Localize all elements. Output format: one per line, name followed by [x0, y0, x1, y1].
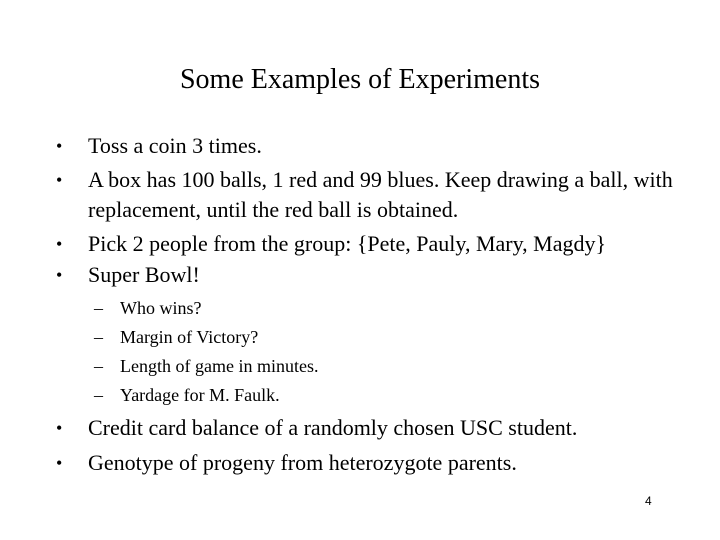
bullet-item — [56, 448, 676, 478]
sub-bullet-item — [94, 325, 258, 349]
bullet-marker: • — [56, 418, 63, 438]
sub-bullet-item — [94, 296, 201, 320]
sub-bullet-marker: – — [94, 327, 103, 347]
bullet-marker: • — [56, 453, 63, 473]
bullet-marker: • — [56, 136, 63, 156]
bullet-item — [56, 229, 676, 259]
sub-bullet-text: Yardage for M. Faulk. — [120, 385, 280, 405]
bullet-marker: • — [56, 265, 63, 285]
sub-bullet-text: Who wins? — [120, 298, 202, 318]
bullet-text: Genotype of progeny from heterozygote parents. — [88, 450, 517, 475]
sub-bullet-text: Margin of Victory? — [120, 327, 259, 347]
slide-title: Some Examples of Experiments — [179, 64, 541, 95]
sub-bullet-marker: – — [94, 356, 103, 376]
bullet-item — [56, 165, 676, 225]
bullet-item — [56, 260, 676, 290]
sub-bullet-item — [94, 383, 280, 407]
page-number: 4 — [645, 494, 652, 508]
bullet-text: Super Bowl! — [88, 262, 200, 287]
sub-bullet-marker: – — [94, 385, 103, 405]
bullet-marker: • — [56, 234, 63, 254]
sub-bullet-text: Length of game in minutes. — [120, 356, 319, 376]
bullet-item — [56, 413, 676, 443]
sub-bullet-item — [94, 354, 318, 378]
bullet-item — [56, 131, 676, 161]
bullet-text: A box has 100 balls, 1 red and 99 blues. Keep drawing a ball, with replacement, until the red ball is obtained. — [88, 167, 673, 222]
bullet-text: Toss a coin 3 times. — [88, 133, 262, 158]
sub-bullet-marker: – — [94, 298, 103, 318]
bullet-marker: • — [56, 170, 63, 190]
bullet-text: Credit card balance of a randomly chosen USC student. — [88, 415, 578, 440]
bullet-text: Pick 2 people from the group: {Pete, Pauly, Mary, Magdy} — [88, 231, 607, 256]
